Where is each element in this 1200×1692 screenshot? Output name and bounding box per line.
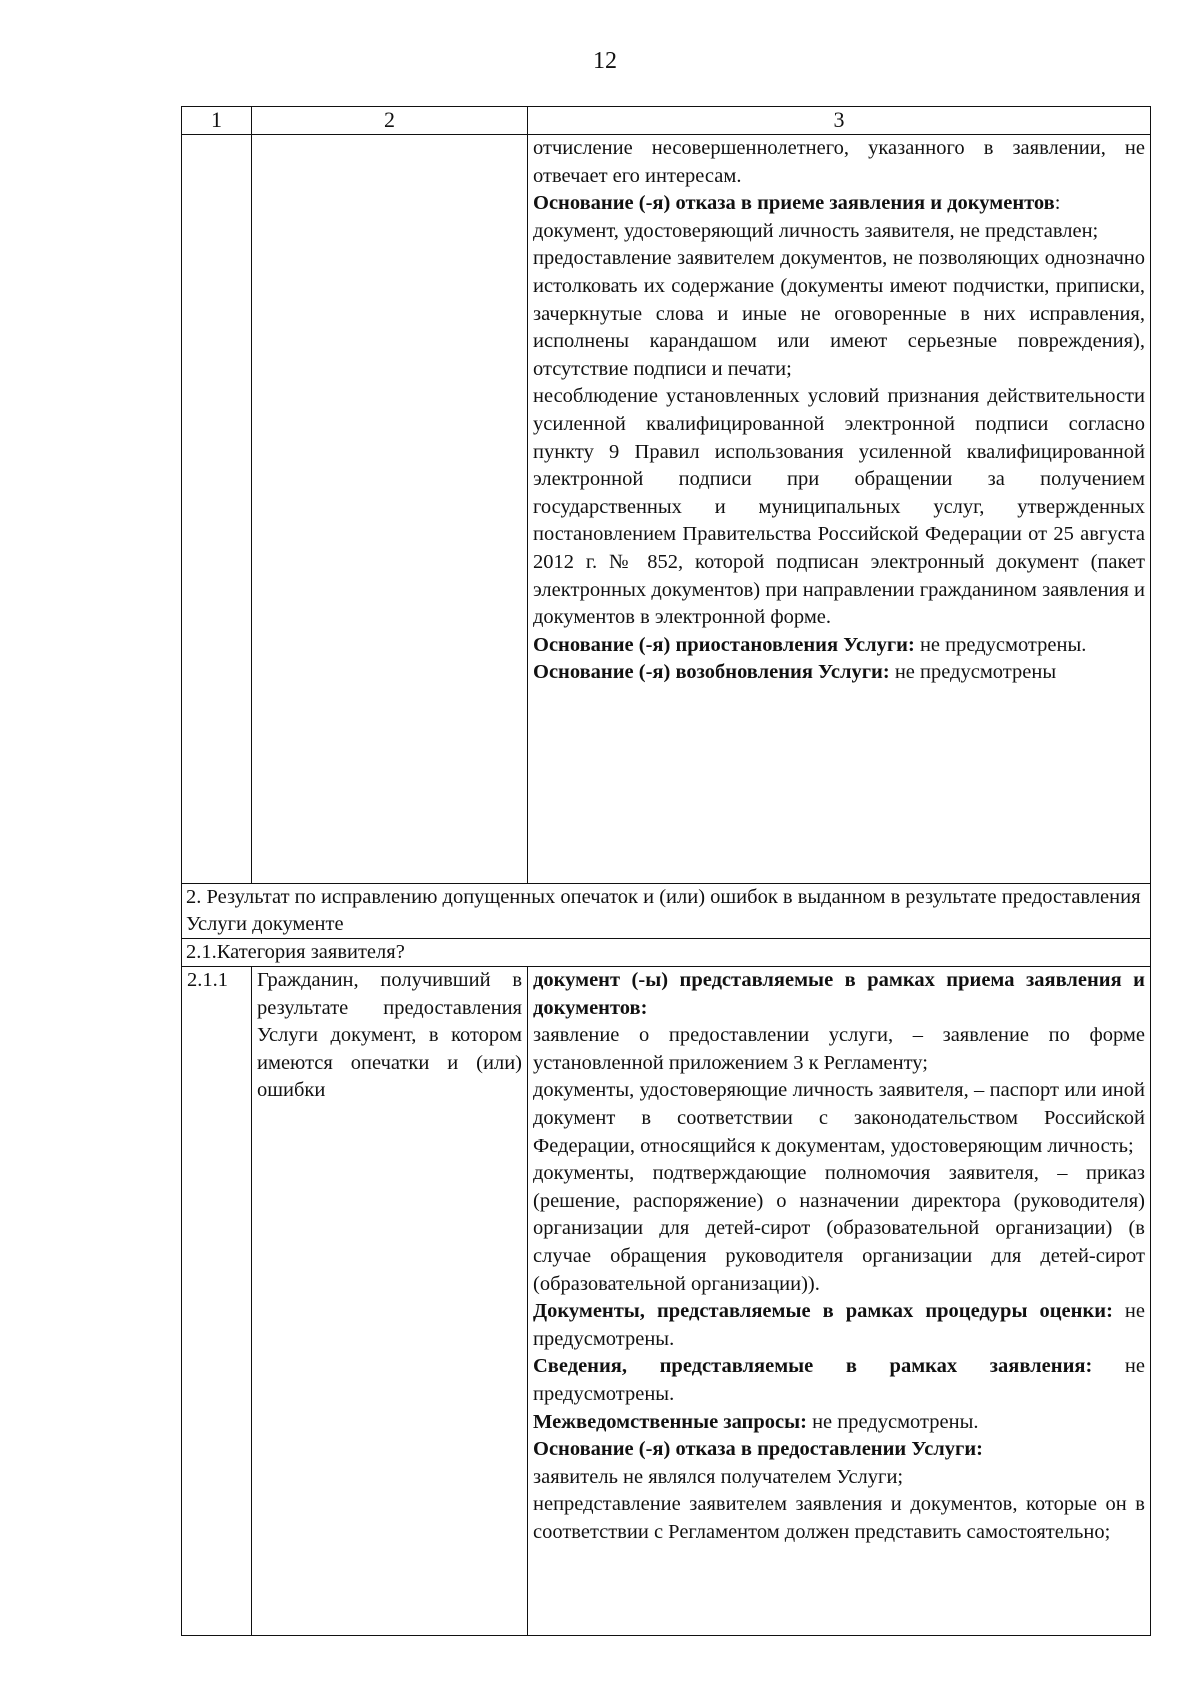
text-paragraph: несоблюдение установленных условий признания действительности усиленной квалифицированной электронной подписи согласно пункту 9 Правил использования усиленной квалифицированной электронной подписи при обращении за получением государственных и муниципальных услуг, утвержденных постановлением Правительства Российской Федерации от 25 августа 2012 г. № 852, которой подписан электронный документ (пакет электронных документов) при направлении гражданином заявления и документов в электронной форме.	[533, 385, 1145, 629]
bold-heading: Основание (-я) отказа в предоставлении Услуги:	[533, 1438, 983, 1461]
text-paragraph: непредставление заявителем заявления и документов, которые он в соответствии с Регламентом должен представить самостоятельно;	[533, 1493, 1145, 1543]
text-paragraph	[533, 1409, 1145, 1437]
bold-heading: документ (-ы) представляемые в рамках приема заявления и документов:	[533, 969, 1145, 1019]
row1-cell-category	[252, 135, 528, 884]
text-paragraph	[533, 632, 1145, 660]
section-2-title: 2. Результат по исправлению допущенных опечаток и (или) ошибок в выданном в результате предоставления Услуги документе	[182, 884, 1151, 939]
bold-heading: Основание (-я) отказа в приеме заявления и документов	[533, 192, 1055, 215]
table-row	[182, 135, 1151, 884]
text-span: не предусмотрены.	[533, 1355, 1145, 1405]
text-paragraph	[533, 1353, 1145, 1408]
text-span: :	[1054, 192, 1061, 215]
text-paragraph: документы, удостоверяющие личность заявителя, – паспорт или иной документ в соответствии с законодательством Российской Федерации, относящийся к документам, удостоверяющим личность;	[533, 1079, 1145, 1157]
bold-heading: Основание (-я) возобновления Услуги:	[533, 661, 890, 684]
row3-cell-number: 2.1.1	[182, 967, 252, 1636]
services-table	[181, 106, 1151, 1636]
text-span: не предусмотрены.	[806, 1410, 979, 1433]
text-paragraph: заявление о предоставлении услуги, – заявление по форме установленной приложением 3 к Регламенту;	[533, 1024, 1145, 1074]
text-span: не предусмотрены.	[533, 1300, 1145, 1350]
row1-cell-details	[528, 135, 1151, 884]
section-row	[182, 884, 1151, 939]
text-paragraph: отчисление несовершеннолетнего, указанного в заявлении, не отвечает его интересам.	[533, 137, 1145, 187]
text-paragraph: документ, удостоверяющий личность заявителя, не представлен;	[533, 219, 1099, 242]
table-row	[182, 967, 1151, 1636]
bold-heading: Межведомственные запросы:	[533, 1410, 807, 1433]
bold-heading: Сведения, представляемые в рамках заявления:	[533, 1355, 1093, 1378]
page-number: 12	[593, 48, 617, 74]
text-span: не предусмотрены	[889, 661, 1057, 684]
column-header-3: 3	[528, 107, 1151, 135]
text-paragraph	[533, 659, 1145, 687]
text-paragraph	[533, 1298, 1145, 1353]
row3-cell-details	[528, 967, 1151, 1636]
table-header-row	[182, 107, 1151, 135]
text-paragraph: заявитель не являлся получателем Услуги;	[533, 1465, 904, 1488]
text-paragraph: предоставление заявителем документов, не позволяющих однозначно истолковать их содержание (документы имеют подчистки, приписки, зачеркнутые слова и иные не оговоренные в них исправления, исполнены карандашом или имеют серьезные повреждения), отсутствие подписи и печати;	[533, 247, 1145, 380]
bold-heading: Основание (-я) приостановления Услуги:	[533, 633, 915, 656]
section-2-1-title: 2.1.Категория заявителя?	[182, 939, 1151, 967]
section-row	[182, 939, 1151, 967]
row1-cell-number	[182, 135, 252, 884]
column-header-1: 1	[182, 107, 252, 135]
column-header-2: 2	[252, 107, 528, 135]
bold-heading: Документы, представляемые в рамках процедуры оценки:	[533, 1300, 1113, 1323]
text-span: не предусмотрены.	[914, 633, 1087, 656]
text-paragraph: документы, подтверждающие полномочия заявителя, – приказ (решение, распоряжение) о назначении директора (руководителя) организации для детей-сирот (образовательной организации) (в случае обращения руководителя организации для детей-сирот (образовательной организации)).	[533, 1162, 1145, 1295]
row3-cell-category: Гражданин, получивший в результате предоставления Услуги документ, в котором имеются опечатки и (или) ошибки	[252, 967, 528, 1636]
text-paragraph	[533, 190, 1145, 218]
